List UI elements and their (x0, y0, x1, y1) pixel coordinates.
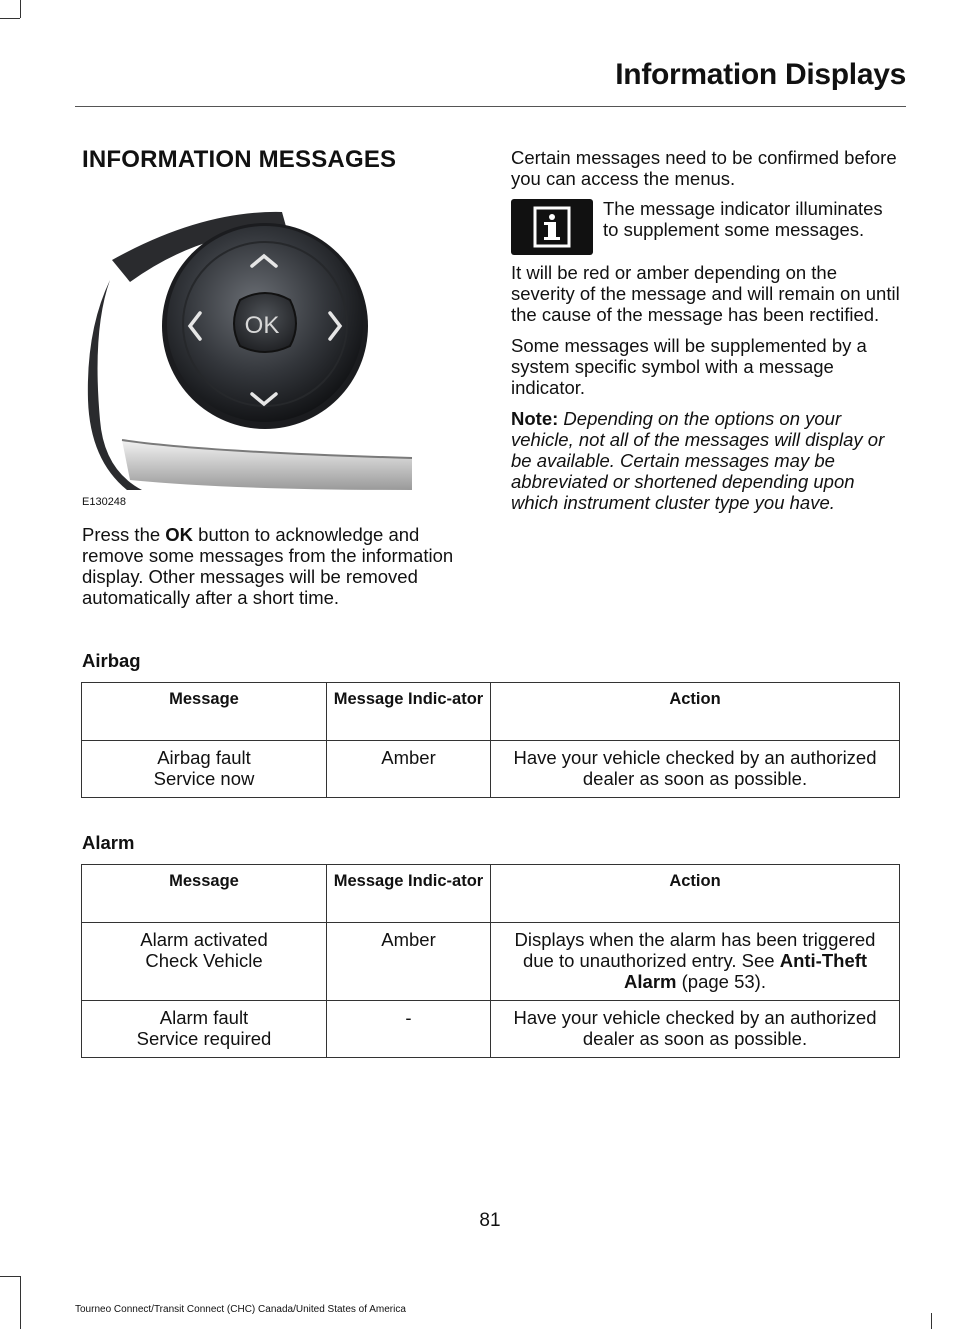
table-row (82, 1001, 900, 1058)
action-text: (page 53). (676, 971, 766, 992)
airbag-table (81, 682, 900, 798)
column-header: Message (82, 865, 327, 923)
page-header-title: Information Displays (615, 58, 906, 91)
indicator-cell: Amber (327, 923, 491, 1001)
ok-emphasis: OK (165, 524, 194, 545)
action-cell: Have your vehicle checked by an authorized dealer as soon as possible. (491, 1001, 900, 1058)
alarm-table (81, 864, 900, 1058)
message-line: Airbag fault (157, 747, 251, 768)
section-heading: INFORMATION MESSAGES (82, 146, 397, 173)
message-line: Alarm fault (159, 1007, 249, 1028)
airbag-heading: Airbag (82, 650, 141, 671)
crop-mark (20, 1276, 21, 1329)
message-line: Alarm activated (140, 929, 268, 950)
crop-mark (0, 18, 20, 19)
text-run: Press the (82, 524, 166, 545)
note-label: Note: (511, 408, 559, 429)
column-header: Message Indic-ator (327, 865, 491, 923)
column-header: Action (491, 865, 900, 923)
table-row (82, 923, 900, 1001)
message-cell (82, 741, 327, 798)
indicator-cell: - (327, 1001, 491, 1058)
indicator-cell: Amber (327, 741, 491, 798)
action-cell: Have your vehicle checked by an authorized dealer as soon as possible. (491, 741, 900, 798)
message-line: Service now (153, 768, 255, 789)
note-text: Depending on the options on your vehicle, not all of the messages will display or be available. Certain messages may be abbreviated or shortened depending upon which instrument cluster type you have. (511, 408, 885, 513)
action-text: Displays when the alarm has been triggered due to unauthorized entry. See (514, 929, 876, 971)
text-run: button to acknowledge and remove some messages from the information display. Other messages will be removed automatically after a short time. (82, 524, 454, 608)
right-paragraph-2-top: The message indicator illuminates to supplement some messages. (603, 198, 883, 240)
column-header: Message Indic-ator (327, 683, 491, 741)
figure-id: E130248 (82, 496, 127, 508)
anti-theft-alarm-link[interactable]: Anti-Theft Alarm (624, 950, 868, 992)
message-line: Check Vehicle (145, 950, 263, 971)
crop-mark (0, 1276, 20, 1277)
message-indicator-icon (511, 199, 593, 255)
message-line: Service required (136, 1028, 272, 1049)
header-rule (75, 106, 906, 107)
crop-mark (931, 1313, 932, 1329)
page-number: 81 (479, 1210, 501, 1231)
left-paragraph (82, 524, 474, 608)
column-header: Message (82, 683, 327, 741)
right-paragraph-2-rest: It will be red or amber depending on the severity of the message and will remain on until the cause of the message has been rectified. (511, 262, 900, 325)
table-header-row (82, 683, 900, 741)
table-header-row (82, 865, 900, 923)
footer-text: Tourneo Connect/Transit Connect (CHC) Canada/United States of America (75, 1304, 406, 1315)
right-paragraph-3: Some messages will be supplemented by a system specific symbol with a message indicator. (511, 335, 867, 398)
alarm-heading: Alarm (82, 832, 135, 853)
action-cell (491, 923, 900, 1001)
right-paragraph-1: Certain messages need to be confirmed before you can access the menus. (511, 147, 897, 189)
steering-wheel-ok-button-image (82, 190, 442, 495)
crop-mark (20, 0, 21, 18)
message-cell (82, 1001, 327, 1058)
ok-label: OK (244, 312, 280, 339)
table-row (82, 741, 900, 798)
column-header: Action (491, 683, 900, 741)
note-paragraph (511, 408, 903, 513)
message-cell (82, 923, 327, 1001)
